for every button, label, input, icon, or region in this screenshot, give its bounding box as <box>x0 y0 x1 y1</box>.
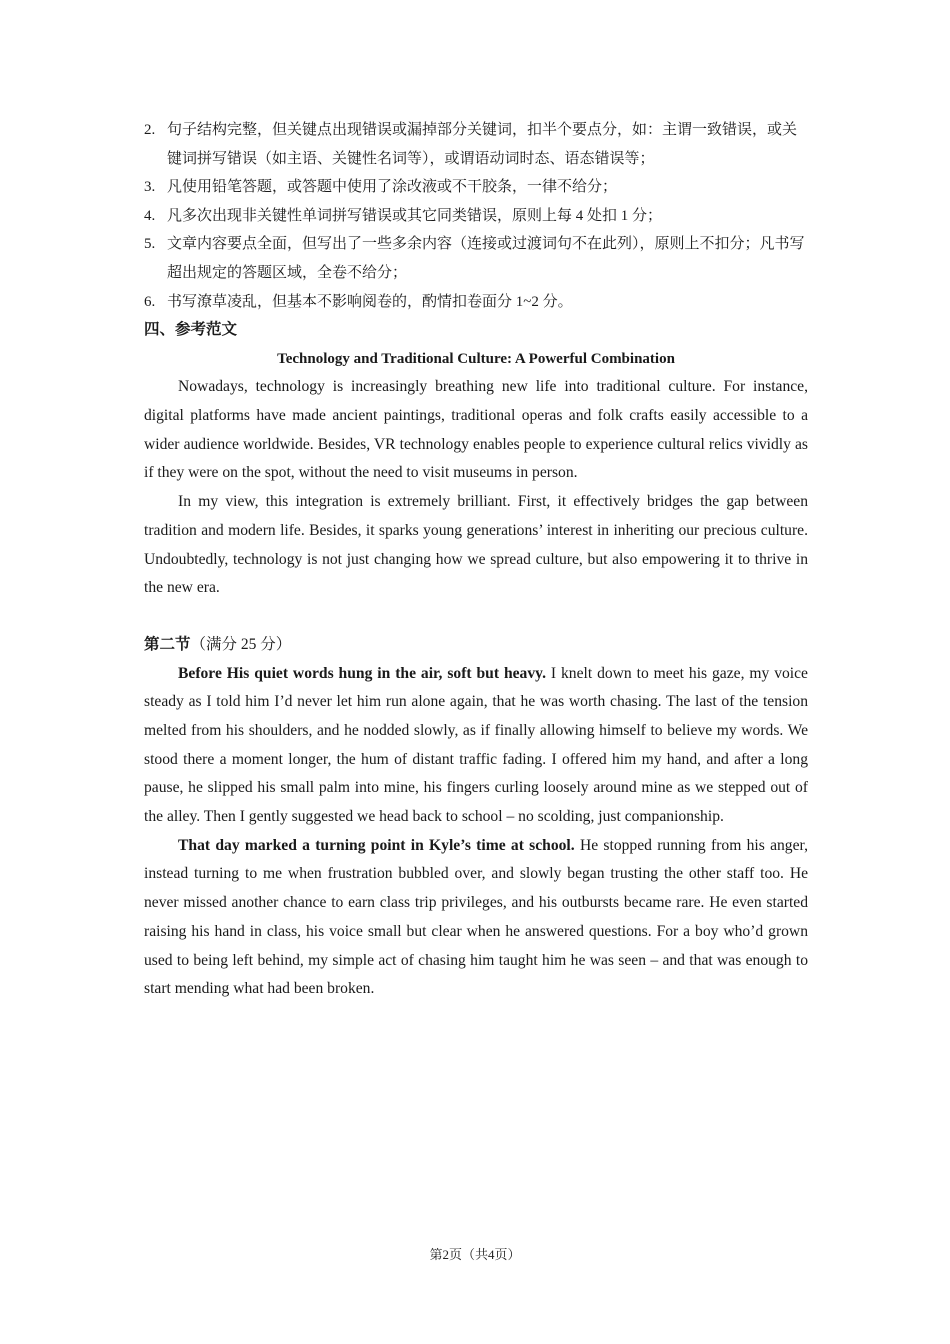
rule-number: 2. <box>144 122 156 138</box>
rule-item <box>144 288 808 317</box>
rule-text: 句子结构完整，但关键点出现错误或漏掉部分关键词，扣半个要点分，如：主谓一致错误，或关键词拼写错误（如主语、关键性名词等），或谓语动词时态、语态错误等； <box>167 122 798 167</box>
section-heading-reference-essay: 四、参考范文 <box>144 321 238 339</box>
essay-paragraph: In my view, this integration is extremely brilliant. First, it effectively bridges the gap between tradition and modern life. Besides, it sparks young generations’ interest in inheriting our precious culture. Undoubtedly, technology is not just changing how we spread culture, but also empowering it to thrive in the new era. <box>144 493 808 597</box>
rule-text: 文章内容要点全面，但写出了一些多余内容（连接或过渡词句不在此列），原则上不扣分；凡书写超出规定的答题区域，全卷不给分； <box>167 236 805 281</box>
continuation-paragraph <box>144 660 808 832</box>
rule-number: 5. <box>144 236 156 253</box>
rule-number: 4. <box>144 207 156 224</box>
page-number-footer: 第2页（共4页） <box>429 1247 521 1262</box>
rule-text: 凡多次出现非关键性单词拼写错误或其它同类错误，原则上每 4 处扣 1 分； <box>167 207 663 224</box>
rule-number: 3. <box>144 179 156 196</box>
paragraph-lead-sentence: Before His quiet words hung in the air, soft but heavy. <box>178 664 546 682</box>
essay-title: Technology and Traditional Culture: A Powerful Combination <box>277 350 675 367</box>
rule-item <box>144 230 808 287</box>
rule-item <box>144 173 808 202</box>
rule-item <box>144 202 808 231</box>
continuation-paragraph <box>144 832 808 1004</box>
section-score-note: （满分 25 分） <box>190 635 292 653</box>
grading-rules-list <box>144 116 808 316</box>
section-title: 第二节 <box>144 635 191 653</box>
rule-text: 书写潦草凌乱，但基本不影响阅卷的，酌情扣卷面分 1~2 分。 <box>167 293 573 310</box>
paragraph-lead-sentence: That day marked a turning point in Kyle’s time at school. <box>178 836 575 854</box>
rule-text: 凡使用铅笔答题，或答题中使用了涂改液或不干胶条，一律不给分； <box>167 179 618 196</box>
paragraph-body: He stopped running from his anger, instead turning to me when frustration bubbled over, and slowly began trusting the other staff too. He never missed another chance to earn class trip privileges, and his outbursts became rare. He even started raising his hand in class, his voice small but clear when he answered questions. For a boy who’d grown used to being left behind, my simple act of chasing him taught him he was seen – and that was enough to start mending what had been broken. <box>144 836 808 998</box>
section-heading-part-two <box>144 631 808 660</box>
rule-number: 6. <box>144 293 156 310</box>
page-content <box>144 116 808 1004</box>
paragraph-body: I knelt down to meet his gaze, my voice steady as I told him I’d never let him run alone again, that he was worth chasing. The last of the tension melted from his shoulders, and he nodded slowly, as if finally allowing himself to believe my words. We stood there a moment longer, the hum of distant traffic fading. I offered him my hand, and after a long pause, he slipped his small palm into mine, his fingers curling loosely around mine as we stepped out of the alley. Then I gently suggested we head back to school – no scolding, just companionship. <box>144 664 808 826</box>
rule-item <box>144 116 808 173</box>
section-spacer <box>144 603 808 631</box>
essay-paragraph: Nowadays, technology is increasingly breathing new life into traditional culture. For instance, digital platforms have made ancient paintings, traditional operas and folk crafts easily accessible to a wider audience worldwide. Besides, VR technology enables people to experience cultural relics vividly as if they were on the spot, without the need to visit museums in person. <box>144 378 808 482</box>
